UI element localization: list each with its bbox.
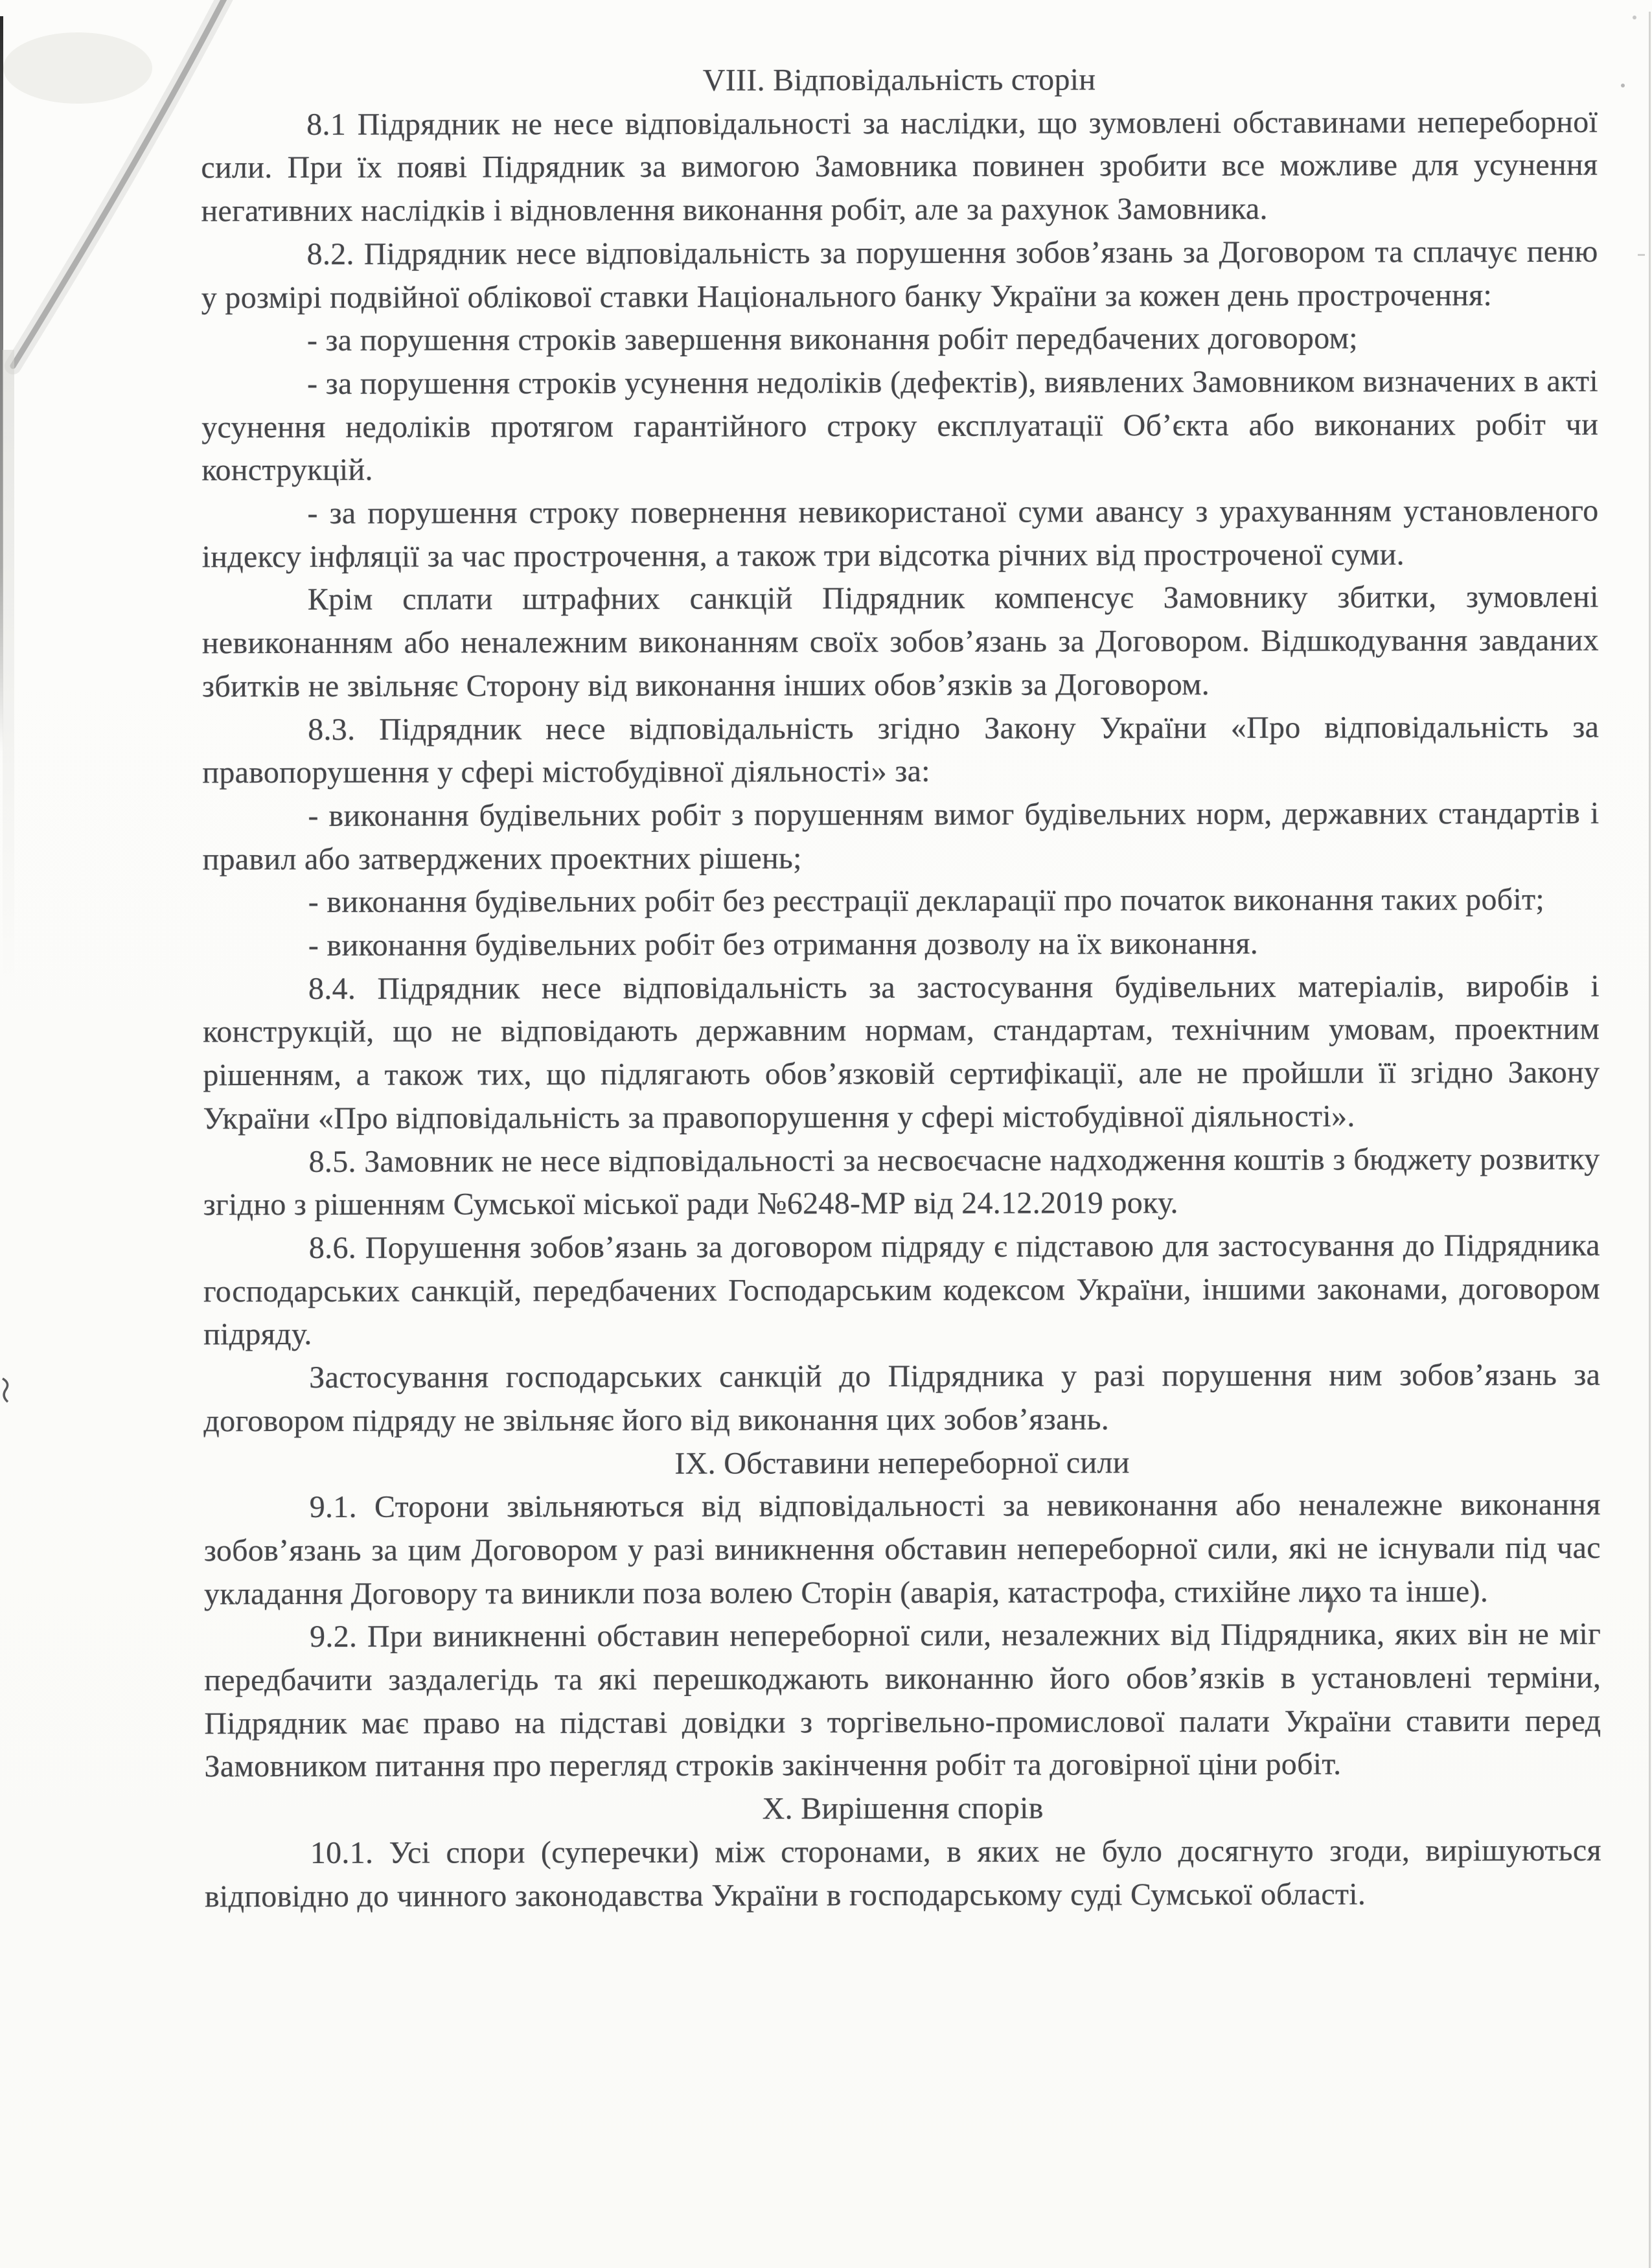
section-heading-ix: IX. Обставини непереборної сили (674, 1445, 1130, 1481)
fold-crease-line (13, 0, 232, 366)
right-page-edge (1649, 12, 1651, 2268)
section-heading-viii: VIII. Відповідальність сторін (702, 62, 1096, 98)
paragraph-9-1: 9.1. Сторони звільняються від відповідальності за невиконання або неналежне виконання зобов’язань за цим Договором у разі виникнення обставин непереборної сили, які не існували під час укладання Договору та виникли поза волею Сторін (аварія, катастрофа, стихійне лихо та інше). (203, 1487, 1601, 1611)
paragraph-penalties: Крім сплати штрафних санкцій Підрядник компенсує Замовнику збитки, зумовлені невиконанням або неналежним виконанням своїх зобов’язань за Договором. Відшкодування завданих збитків не звільняє Сторону від виконання інших обов’язків за Договором. (201, 580, 1599, 704)
bullet-norms-violation: - виконання будівельних робіт з порушенням вимог будівельних норм, державних стандартів і правил або затверджених проектних рішень; (202, 796, 1600, 876)
paragraph-8-6: 8.6. Порушення зобов’язань за договором підряду є підставою для застосування до Підрядника господарських санкцій, передбачених Господарським кодексом України, іншими законами, договором підряду. (203, 1228, 1601, 1352)
bullet-no-declaration: - виконання будівельних робіт без реєстрації декларації про початок виконання таких робіт; (308, 882, 1545, 920)
paragraph-8-1: 8.1 Підрядник не несе відповідальності за наслідки, що зумовлені обставинами непереборної сили. При їх появі Підрядник за вимогою Замовника повинен зробити все можливе для усунення негативних наслідків і відновлення виконання робіт, але за рахунок Замовника. (201, 104, 1598, 229)
paragraph-8-4: 8.4. Підрядник несе відповідальність за застосування будівельних матеріалів, виробів і конструкцій, що не відповідають державним нормам, стандартам, технічним умовам, проектним рішенням, а також тих, що підлягають обов’язковій сертифікації, але не пройшли її згідно Закону України «Про відповідальність за правопорушення у сфері містобудівної діяльності». (203, 968, 1600, 1136)
bullet-no-permit: - виконання будівельних робіт без отримання дозволу на їх виконання. (308, 926, 1259, 963)
left-page-edge (0, 16, 3, 751)
speck-2 (1633, 16, 1636, 19)
paragraph-9-2: 9.2. При виникненні обставин непереборної сили, незалежних від Підрядника, яких він не міг передбачити заздалегідь та які перешкоджають виконанню його обов’язків в установлені терміни, Підрядник має право на підставі довідки з торгівельно-промислової палати України ставити перед Замовником питання про перегляд строків закінчення робіт та договірної ціни робіт. (204, 1617, 1601, 1784)
document-body (201, 58, 1601, 1919)
bullet-advance-return: - за порушення строку повернення невикористаної суми авансу з урахуванням установленого індексу інфляції за час прострочення, а також три відсотка річних від простроченої суми. (201, 493, 1599, 574)
bullet-defects-breach: - за порушення строків усунення недоліків (дефектів), виявлених Замовником визначених в акті усунення недоліків протягом гарантійного строку експлуатації Об’єкта або виконаних робіт чи конструкцій. (201, 363, 1599, 488)
fold-crease-halo (13, 0, 232, 366)
scan-blotch (3, 32, 152, 104)
paragraph-sanctions: Застосування господарських санкцій до Підрядника у разі порушення ним зобов’язань за договором підряду не звільняє його від виконання цих зобов’язань. (203, 1357, 1601, 1439)
left-margin-squiggle (3, 1379, 8, 1402)
paragraph-8-5: 8.5. Замовник не несе відповідальності за несвоєчасне надходження коштів з бюджету розвитку згідно з рішенням Сумської міської ради №6248-МР від 24.12.2019 року. (203, 1141, 1600, 1222)
left-edge-shadow-band (3, 350, 14, 991)
section-heading-x: X. Вирішення спорів (762, 1791, 1044, 1826)
bullet-deadline-breach: - за порушення строків завершення виконання робіт передбачених договором; (306, 321, 1358, 358)
paragraph-10-1: 10.1. Усі спори (суперечки) між сторонами, в яких не було досягнуто згоди, вирішуються відповідно до чинного законодавства України в господарському суді Сумської області. (204, 1833, 1601, 1914)
speck-1 (1621, 84, 1625, 87)
paragraph-8-3: 8.3. Підрядник несе відповідальність згідно Закону України «Про відповідальність за правопорушення у сфері містобудівної діяльності» за: (202, 709, 1600, 790)
paragraph-8-2: 8.2. Підрядник несе відповідальність за порушення зобов’язань за Договором та сплачує пеню у розмірі подвійної облікової ставки Національного банку України за кожен день прострочення: (201, 234, 1598, 315)
speck-3 (1638, 254, 1645, 256)
